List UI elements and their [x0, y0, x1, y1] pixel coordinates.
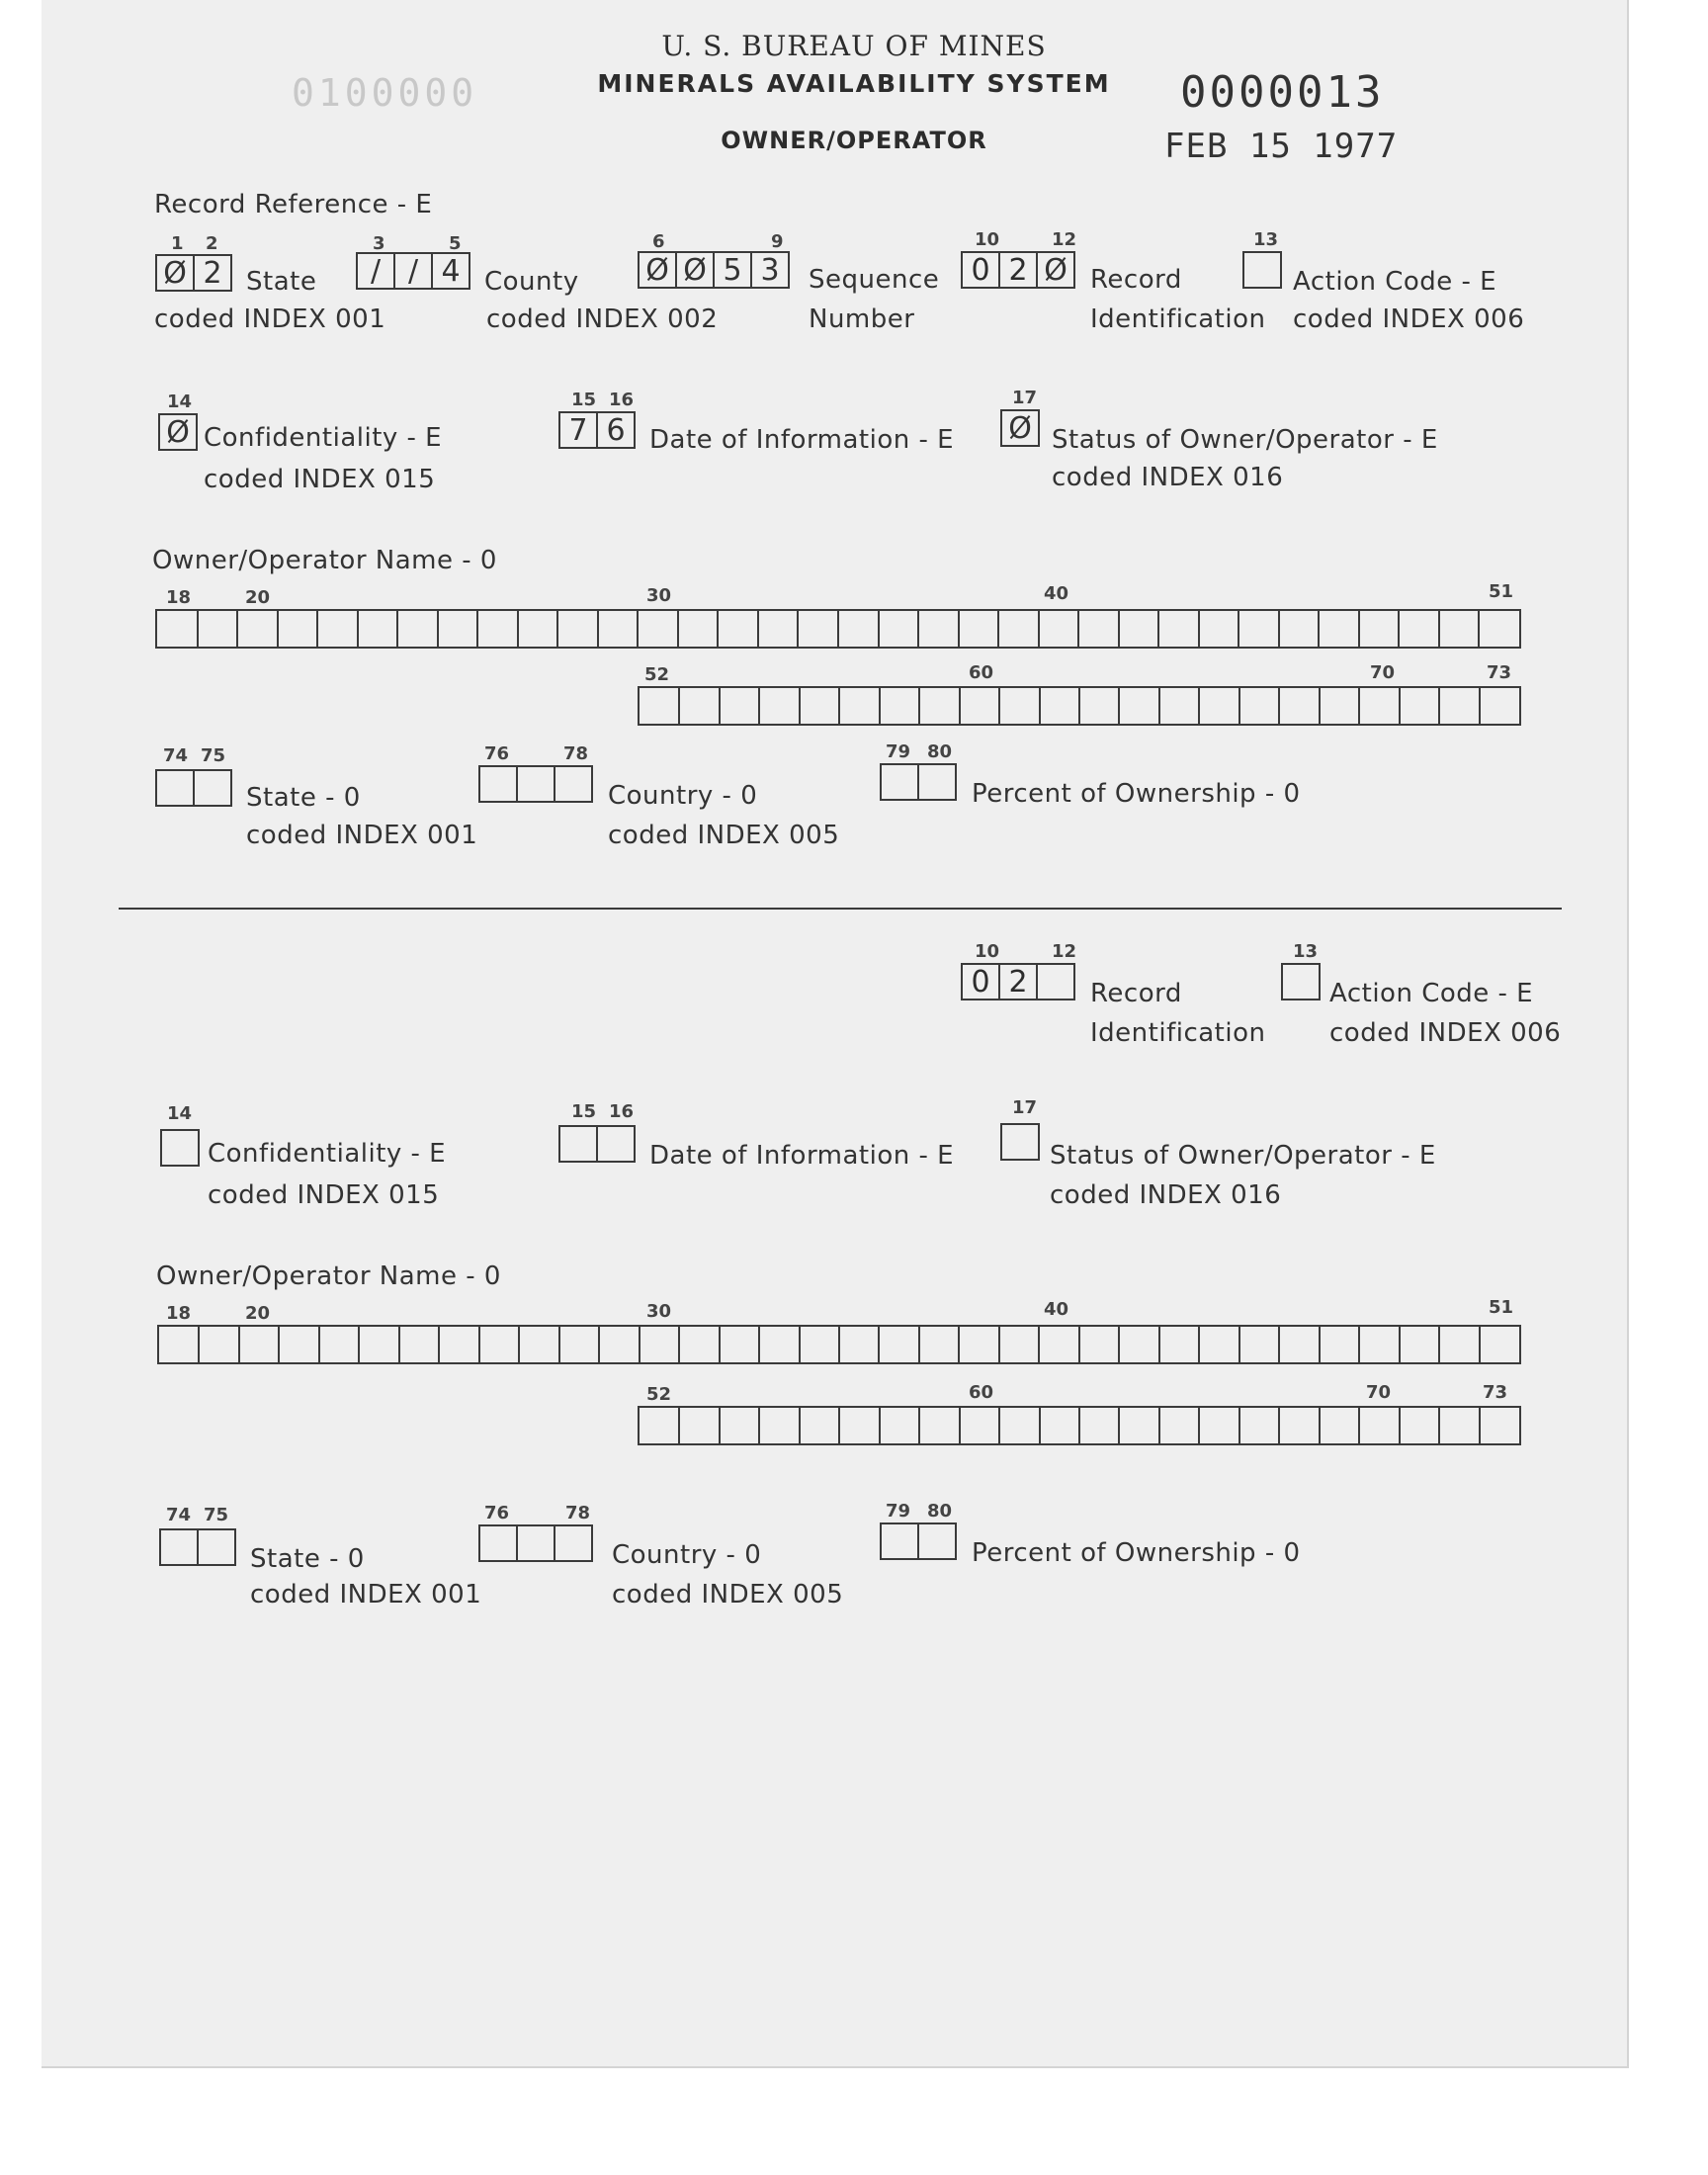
entry-box[interactable] — [195, 769, 232, 807]
cell-divider — [558, 1327, 560, 1362]
entry-box[interactable] — [1038, 963, 1075, 1000]
field-number: 10 — [975, 941, 1000, 962]
county-label: County — [484, 267, 579, 297]
field-number: 20 — [245, 587, 271, 608]
field-number: 80 — [927, 1501, 953, 1522]
cell-divider — [318, 1327, 320, 1362]
field-number: 14 — [167, 1103, 193, 1124]
field-number: 16 — [609, 1101, 635, 1122]
country-boxes[interactable] — [478, 765, 593, 803]
cell-divider — [1358, 1408, 1360, 1443]
owner-name-row-2[interactable] — [638, 1406, 1521, 1445]
cell-divider — [1479, 1327, 1481, 1362]
cell-divider — [396, 611, 398, 647]
cell-divider — [918, 1408, 920, 1443]
status-index: coded INDEX 016 — [1050, 1180, 1282, 1210]
entry-box[interactable] — [518, 765, 555, 803]
document-number: 0000013 — [1180, 67, 1385, 118]
cell-divider — [997, 611, 999, 647]
cell-divider — [1118, 1408, 1120, 1443]
country-label: Country - 0 — [608, 781, 758, 811]
state-label: State - 0 — [246, 783, 361, 813]
cell-divider — [717, 611, 719, 647]
entry-box[interactable]: 5 — [715, 251, 752, 289]
cell-divider — [758, 688, 760, 724]
field-number: 13 — [1293, 941, 1319, 962]
field-number: 51 — [1489, 1297, 1514, 1318]
cell-divider — [799, 688, 801, 724]
cell-divider — [998, 1327, 1000, 1362]
confidentiality-index: coded INDEX 015 — [208, 1180, 440, 1210]
field-number: 12 — [1052, 941, 1077, 962]
cell-divider — [1358, 688, 1360, 724]
cell-divider — [518, 1327, 520, 1362]
cell-divider — [478, 1327, 480, 1362]
field-number: 79 — [886, 741, 911, 762]
cell-divider — [1238, 1327, 1240, 1362]
field-number: 12 — [1052, 229, 1077, 250]
cell-divider — [556, 611, 558, 647]
cell-divider — [1078, 1327, 1080, 1362]
agency-title: U. S. BUREAU OF MINES — [661, 30, 1047, 62]
cell-divider — [918, 1327, 920, 1362]
record-id-boxes[interactable] — [961, 251, 1075, 289]
field-number: 76 — [484, 743, 510, 764]
cell-divider — [959, 688, 961, 724]
section-divider — [119, 908, 1562, 910]
cell-divider — [758, 1327, 760, 1362]
action-code-box[interactable] — [1242, 251, 1282, 289]
field-number: 9 — [771, 231, 784, 252]
cell-divider — [799, 1327, 801, 1362]
cell-divider — [1319, 1408, 1321, 1443]
cell-divider — [1198, 688, 1200, 724]
sequence-label: Sequence — [809, 265, 940, 295]
field-number: 40 — [1044, 1299, 1069, 1320]
cell-divider — [918, 688, 920, 724]
status-box[interactable] — [1000, 409, 1040, 447]
confidentiality-label: Confidentiality - E — [208, 1139, 447, 1169]
record-sub: Identification — [1090, 304, 1266, 334]
entry-box[interactable] — [1283, 963, 1321, 1000]
cell-divider — [757, 611, 759, 647]
cell-divider — [398, 1327, 400, 1362]
entry-box[interactable]: Ø — [677, 251, 715, 289]
cell-divider — [1158, 1408, 1160, 1443]
entry-box[interactable]: 6 — [598, 411, 636, 449]
state-index: coded INDEX 001 — [154, 304, 386, 334]
sequence-number-boxes[interactable] — [638, 251, 790, 289]
percent-boxes[interactable] — [880, 763, 957, 801]
owner-name-title: Owner/Operator Name - 0 — [152, 546, 497, 575]
field-number: 74 — [163, 745, 189, 766]
field-number: 75 — [201, 745, 226, 766]
field-number: 70 — [1370, 662, 1396, 683]
cell-divider — [1278, 1327, 1280, 1362]
cell-divider — [958, 1327, 960, 1362]
confidentiality-box[interactable] — [160, 1129, 200, 1167]
cell-divider — [1118, 611, 1120, 647]
entry-box[interactable] — [161, 1528, 199, 1566]
system-title: MINERALS AVAILABILITY SYSTEM — [597, 69, 1111, 98]
confidentiality-index: coded INDEX 015 — [204, 465, 436, 494]
cell-divider — [838, 1408, 840, 1443]
cell-divider — [838, 688, 840, 724]
cell-divider — [438, 1327, 440, 1362]
field-number: 79 — [886, 1501, 911, 1522]
cell-divider — [1479, 688, 1481, 724]
cell-divider — [837, 611, 839, 647]
cell-divider — [437, 611, 439, 647]
field-number: 78 — [563, 743, 589, 764]
entry-box[interactable]: Ø — [160, 413, 198, 451]
status-box[interactable] — [1000, 1123, 1040, 1161]
cell-divider — [1438, 1408, 1440, 1443]
county-code-boxes[interactable] — [356, 252, 470, 290]
stamp-date: FEB 15 1977 — [1164, 127, 1399, 166]
cell-divider — [879, 1408, 881, 1443]
field-number: 18 — [166, 1303, 192, 1324]
faded-document-number: 0100000 — [292, 71, 478, 115]
percent-label: Percent of Ownership - 0 — [972, 779, 1301, 809]
cell-divider — [1278, 688, 1280, 724]
action-index: coded INDEX 006 — [1293, 304, 1525, 334]
entry-box[interactable] — [162, 1129, 200, 1167]
cell-divider — [238, 1327, 240, 1362]
date-of-information-label: Date of Information - E — [649, 1141, 955, 1171]
date-of-information-label: Date of Information - E — [649, 425, 955, 455]
field-number: 18 — [166, 587, 192, 608]
entry-box[interactable] — [919, 1522, 957, 1560]
state-boxes[interactable] — [155, 769, 232, 807]
cell-divider — [678, 1408, 680, 1443]
cell-divider — [1118, 688, 1120, 724]
cell-divider — [1238, 688, 1240, 724]
record-label: Record — [1090, 265, 1182, 295]
cell-divider — [1039, 1408, 1041, 1443]
cell-divider — [1039, 688, 1041, 724]
field-number: 16 — [609, 390, 635, 410]
cell-divider — [1198, 1327, 1200, 1362]
cell-divider — [1358, 611, 1360, 647]
action-index: coded INDEX 006 — [1329, 1018, 1562, 1048]
owner-name-row-2[interactable] — [638, 686, 1521, 726]
cell-divider — [316, 611, 318, 647]
status-label: Status of Owner/Operator - E — [1050, 1141, 1436, 1171]
cell-divider — [1278, 611, 1280, 647]
cell-divider — [1038, 611, 1040, 647]
field-number: 17 — [1012, 388, 1038, 408]
field-number: 10 — [975, 229, 1000, 250]
form-title: OWNER/OPERATOR — [721, 127, 987, 154]
cell-divider — [1399, 1408, 1401, 1443]
entry-box[interactable] — [199, 1528, 236, 1566]
record-label: Record — [1090, 979, 1182, 1008]
sequence-sub: Number — [809, 304, 915, 334]
field-number: 51 — [1489, 581, 1514, 602]
entry-box[interactable] — [1244, 251, 1282, 289]
cell-divider — [1398, 611, 1400, 647]
entry-box[interactable]: 2 — [1000, 963, 1038, 1000]
cell-divider — [1479, 1408, 1481, 1443]
cell-divider — [1478, 611, 1480, 647]
action-label: Action Code - E — [1329, 979, 1534, 1008]
confidentiality-label: Confidentiality - E — [204, 423, 443, 453]
field-number: 70 — [1366, 1382, 1392, 1403]
entry-box[interactable]: Ø — [1038, 251, 1075, 289]
field-number: 15 — [571, 390, 597, 410]
cell-divider — [678, 1327, 680, 1362]
entry-box[interactable]: 4 — [433, 252, 470, 290]
field-number: 76 — [484, 1503, 510, 1523]
entry-box[interactable]: 0 — [963, 963, 1000, 1000]
entry-box[interactable]: 7 — [560, 411, 598, 449]
cell-divider — [1278, 1408, 1280, 1443]
cell-divider — [517, 611, 519, 647]
date-of-information-boxes[interactable] — [558, 1125, 636, 1163]
cell-divider — [917, 611, 919, 647]
cell-divider — [637, 611, 639, 647]
owner-name-row-1[interactable] — [155, 609, 1521, 649]
entry-box[interactable]: / — [395, 252, 433, 290]
entry-box[interactable]: / — [358, 252, 395, 290]
cell-divider — [1238, 1408, 1240, 1443]
owner-name-row-1[interactable] — [157, 1325, 1521, 1364]
cell-divider — [277, 611, 279, 647]
entry-box[interactable] — [555, 765, 593, 803]
cell-divider — [476, 611, 478, 647]
field-number: 14 — [167, 392, 193, 412]
field-number: 15 — [571, 1101, 597, 1122]
state-boxes[interactable] — [159, 1528, 236, 1566]
cell-divider — [1238, 611, 1239, 647]
field-number: 1 — [171, 233, 184, 254]
cell-divider — [719, 1408, 721, 1443]
entry-box[interactable] — [882, 1522, 919, 1560]
country-label: Country - 0 — [612, 1540, 762, 1570]
state-label: State - 0 — [250, 1544, 365, 1574]
country-index: coded INDEX 005 — [612, 1580, 844, 1610]
state-code-boxes[interactable] — [155, 254, 232, 292]
field-number: 80 — [927, 741, 953, 762]
field-number: 60 — [969, 662, 994, 683]
cell-divider — [1118, 1327, 1120, 1362]
cell-divider — [1157, 611, 1159, 647]
entry-box[interactable]: 2 — [1000, 251, 1038, 289]
status-index: coded INDEX 016 — [1052, 463, 1284, 492]
action-label: Action Code - E — [1293, 267, 1497, 297]
entry-box[interactable]: Ø — [640, 251, 677, 289]
cell-divider — [797, 611, 799, 647]
cell-divider — [198, 1327, 200, 1362]
cell-divider — [358, 1327, 360, 1362]
state-label: State — [246, 267, 317, 297]
date-of-information-boxes[interactable] — [558, 411, 636, 449]
cell-divider — [1438, 1327, 1440, 1362]
cell-divider — [1399, 688, 1401, 724]
cell-divider — [878, 611, 880, 647]
entry-box[interactable] — [480, 1524, 518, 1562]
cell-divider — [959, 1408, 961, 1443]
field-number: 60 — [969, 1382, 994, 1403]
country-index: coded INDEX 005 — [608, 821, 840, 850]
cell-divider — [1078, 1408, 1080, 1443]
entry-box[interactable] — [480, 765, 518, 803]
record-reference-title: Record Reference - E — [154, 190, 433, 219]
field-number: 5 — [449, 233, 462, 254]
field-number: 2 — [206, 233, 218, 254]
entry-box[interactable] — [882, 763, 919, 801]
cell-divider — [998, 688, 1000, 724]
entry-box[interactable]: Ø — [1002, 409, 1040, 447]
field-number: 73 — [1483, 1382, 1508, 1403]
cell-divider — [1319, 688, 1321, 724]
cell-divider — [1318, 611, 1320, 647]
cell-divider — [678, 688, 680, 724]
cell-divider — [1438, 688, 1440, 724]
field-number: 13 — [1253, 229, 1279, 250]
cell-divider — [1358, 1327, 1360, 1362]
cell-divider — [799, 1408, 801, 1443]
field-number: 17 — [1012, 1097, 1038, 1118]
cell-divider — [236, 611, 238, 647]
entry-box[interactable] — [555, 1524, 593, 1562]
cell-divider — [879, 688, 881, 724]
cell-divider — [1158, 688, 1160, 724]
entry-box[interactable] — [157, 769, 195, 807]
field-number: 30 — [646, 585, 672, 606]
owner-name-title: Owner/Operator Name - 0 — [156, 1262, 501, 1291]
field-number: 78 — [565, 1503, 591, 1523]
entry-box[interactable] — [1002, 1123, 1040, 1161]
cell-divider — [719, 688, 721, 724]
cell-divider — [958, 611, 960, 647]
country-boxes[interactable] — [478, 1524, 593, 1562]
field-number: 40 — [1044, 583, 1069, 604]
entry-box[interactable]: 2 — [195, 254, 232, 292]
field-number: 3 — [373, 233, 385, 254]
cell-divider — [278, 1327, 280, 1362]
cell-divider — [1438, 611, 1440, 647]
field-number: 52 — [644, 664, 670, 685]
cell-divider — [639, 1327, 640, 1362]
entry-box[interactable]: Ø — [157, 254, 195, 292]
field-number: 20 — [245, 1303, 271, 1324]
cell-divider — [1198, 1408, 1200, 1443]
cell-divider — [1078, 688, 1080, 724]
cell-divider — [1158, 1327, 1160, 1362]
status-label: Status of Owner/Operator - E — [1052, 425, 1438, 455]
cell-divider — [357, 611, 359, 647]
percent-label: Percent of Ownership - 0 — [972, 1538, 1301, 1568]
cell-divider — [1038, 1327, 1040, 1362]
cell-divider — [758, 1408, 760, 1443]
county-index: coded INDEX 002 — [486, 304, 719, 334]
cell-divider — [677, 611, 679, 647]
field-number: 75 — [204, 1505, 229, 1525]
cell-divider — [1198, 611, 1200, 647]
field-number: 74 — [166, 1505, 192, 1525]
entry-box[interactable]: 3 — [752, 251, 790, 289]
entry-box[interactable]: 0 — [963, 251, 1000, 289]
cell-divider — [1077, 611, 1079, 647]
cell-divider — [998, 1408, 1000, 1443]
field-number: 30 — [646, 1301, 672, 1322]
cell-divider — [838, 1327, 840, 1362]
entry-box[interactable] — [560, 1125, 598, 1163]
action-code-box[interactable] — [1281, 963, 1321, 1000]
entry-box[interactable] — [919, 763, 957, 801]
cell-divider — [719, 1327, 721, 1362]
field-number: 52 — [646, 1384, 672, 1405]
field-number: 6 — [652, 231, 665, 252]
entry-box[interactable] — [518, 1524, 555, 1562]
cell-divider — [597, 611, 599, 647]
record-id-boxes[interactable] — [961, 963, 1075, 1000]
entry-box[interactable] — [598, 1125, 636, 1163]
state-index: coded INDEX 001 — [250, 1580, 482, 1610]
cell-divider — [878, 1327, 880, 1362]
field-number: 73 — [1487, 662, 1512, 683]
cell-divider — [598, 1327, 600, 1362]
record-sub: Identification — [1090, 1018, 1266, 1048]
cell-divider — [1399, 1327, 1401, 1362]
percent-boxes[interactable] — [880, 1522, 957, 1560]
confidentiality-box[interactable] — [158, 413, 198, 451]
cell-divider — [197, 611, 199, 647]
cell-divider — [1319, 1327, 1321, 1362]
state-index: coded INDEX 001 — [246, 821, 478, 850]
